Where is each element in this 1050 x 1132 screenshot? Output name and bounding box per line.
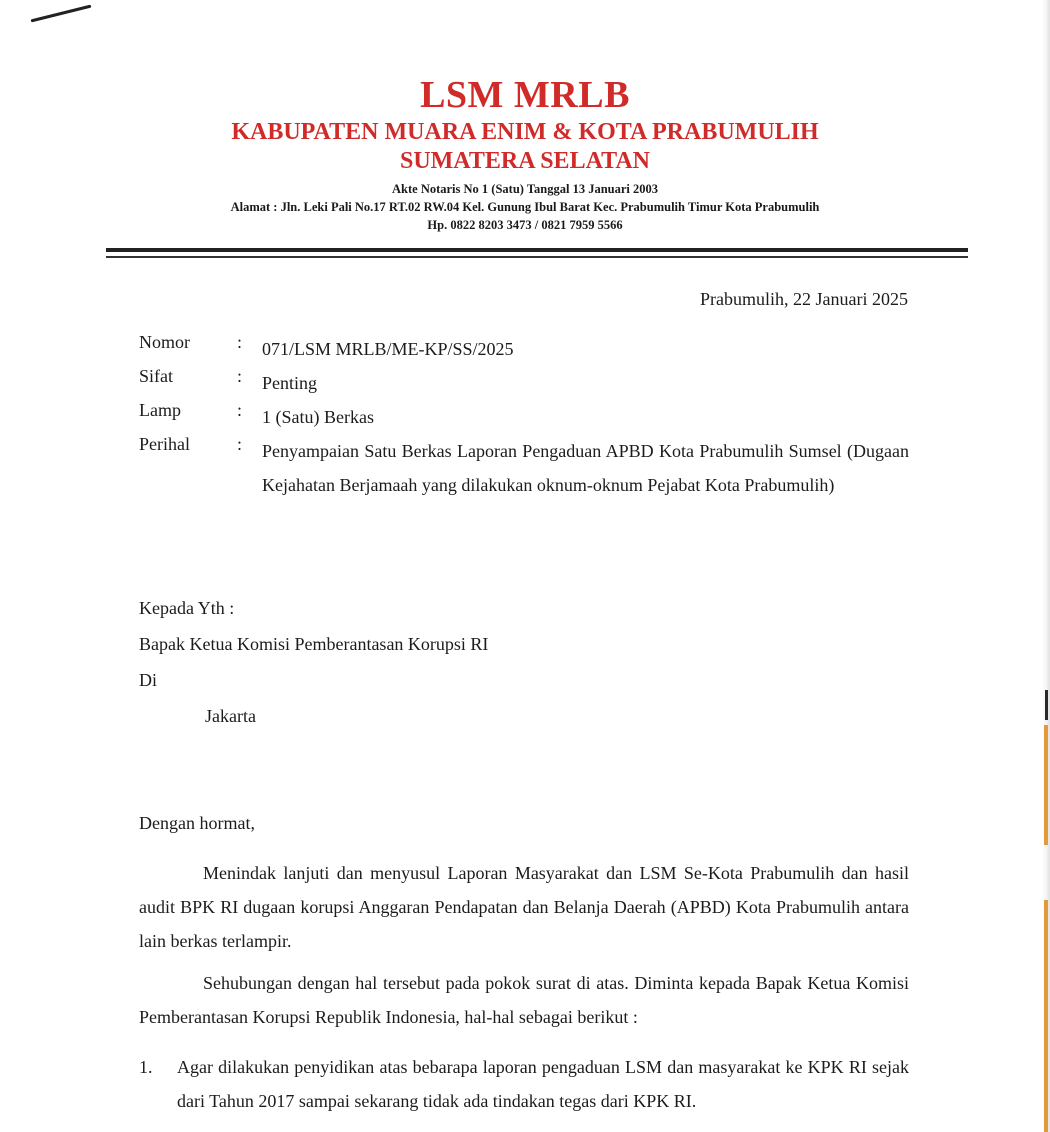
meta-row-sifat xyxy=(139,366,909,400)
meta-value: 071/LSM MRLB/ME-KP/SS/2025 xyxy=(262,339,514,359)
meta-label: Lamp xyxy=(139,400,181,420)
letterhead xyxy=(0,72,1050,234)
notary-line: Akte Notaris No 1 (Satu) Tanggal 13 Januari 2003 xyxy=(392,182,658,196)
edge-mark xyxy=(1044,725,1048,845)
body-paragraph: Menindak lanjuti dan menyusul Laporan Masyarakat dan LSM Se-Kota Prabumulih dan hasil audit BPK RI dugaan korupsi Anggaran Pendapatan dan Belanja Daerah (APBD) Kota Prabumulih antara lain berkas terlampir. xyxy=(139,863,909,951)
recipient-name: Bapak Ketua Komisi Pemberantasan Korupsi RI xyxy=(139,634,489,654)
meta-value: Penting xyxy=(262,373,318,393)
meta-row-lamp xyxy=(139,400,909,434)
meta-colon: : xyxy=(237,400,243,420)
phone-line: Hp. 0822 8203 3473 / 0821 7959 5566 xyxy=(427,218,623,232)
meta-label: Perihal xyxy=(139,434,190,454)
meta-colon: : xyxy=(237,332,243,352)
recipient-city: Jakarta xyxy=(205,706,256,726)
recipient-block xyxy=(139,590,488,734)
letter-date: Prabumulih, 22 Januari 2025 xyxy=(700,289,908,309)
header-rule-thin xyxy=(106,256,968,258)
meta-value: 1 (Satu) Berkas xyxy=(262,407,374,427)
list-text: Agar dilakukan penyidikan atas bebarapa laporan pengaduan LSM dan masyarakat ke KPK RI sejak dari Tahun 2017 sampai sekarang tidak ada tindakan tegas dari KPK RI. xyxy=(177,1057,909,1111)
greeting: Dengan hormat, xyxy=(139,813,255,833)
meta-value: Penyampaian Satu Berkas Laporan Pengaduan APBD Kota Prabumulih Sumsel (Dugaan Kejahatan Berjamaah yang dilakukan oknum-oknum Pejabat Kota Prabumulih) xyxy=(262,441,909,495)
meta-row-nomor xyxy=(139,332,909,366)
address-line: Alamat : Jln. Leki Pali No.17 RT.02 RW.04 Kel. Gunung Ibul Barat Kec. Prabumulih Timur Kota Prabumulih xyxy=(230,200,820,214)
org-province: SUMATERA SELATAN xyxy=(399,148,651,174)
body-paragraph: Sehubungan dengan hal tersebut pada pokok surat di atas. Diminta kepada Bapak Ketua Komisi Pemberantasan Korupsi Republik Indonesia, hal-hal sebagai berikut : xyxy=(139,973,909,1027)
recipient-di: Di xyxy=(139,670,157,690)
meta-colon: : xyxy=(237,434,243,454)
header-rule-thick xyxy=(106,248,968,252)
letter-meta xyxy=(139,332,909,502)
edge-mark xyxy=(1045,690,1048,720)
meta-colon: : xyxy=(237,366,243,386)
recipient-to: Kepada Yth : xyxy=(139,598,235,618)
list-number: 1. xyxy=(139,1057,153,1077)
list-item xyxy=(139,1050,909,1118)
org-region: KABUPATEN MUARA ENIM & KOTA PRABUMULIH xyxy=(231,119,819,145)
meta-row-perihal xyxy=(139,434,909,502)
edge-mark xyxy=(1044,900,1048,1132)
pen-mark xyxy=(31,5,92,23)
meta-label: Sifat xyxy=(139,366,173,386)
org-name: LSM MRLB xyxy=(420,74,630,116)
meta-label: Nomor xyxy=(139,332,190,352)
letter-body xyxy=(139,856,909,1118)
request-list xyxy=(139,1050,909,1118)
